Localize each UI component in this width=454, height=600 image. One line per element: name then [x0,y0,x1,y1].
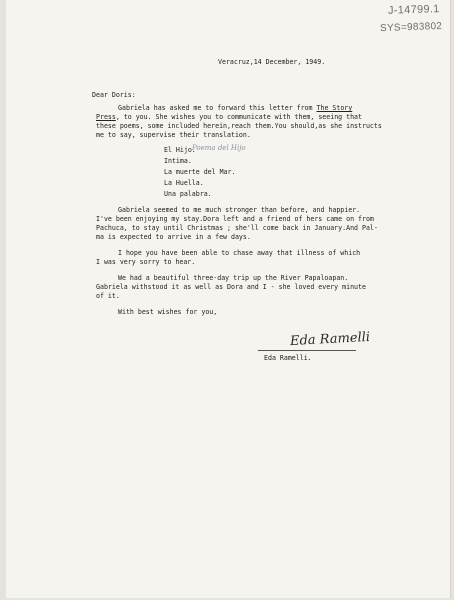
paragraph-1-line-2: Press, to you. She wishes you to communicate with them, seeing that [96,113,362,121]
typed-name: Eda Ramelli. [264,354,312,362]
poem-el-hijo: El Hijo. [164,146,196,154]
paragraph-4-line-3: of it. [96,292,120,300]
story-press-title-part-2: Press [96,113,116,121]
salutation: Dear Doris: [92,91,136,99]
paragraph-2-line-1: Gabriela seemed to me much stronger than before, and happier. [118,206,361,214]
dateline: Veracruz,14 December, 1949. [218,58,326,66]
letter-page [6,0,451,598]
paragraph-2-line-4: ma is expected to arrive in a few days. [96,233,251,241]
poem-la-muerte-del-mar: La muerte del Mar. [164,168,236,176]
signature-line [258,350,356,351]
handwritten-signature: Eda Ramelli [289,329,371,350]
handwritten-poem-note: Poema del Hijo [192,144,246,152]
paragraph-1-line-3: these poems, some included herein,reach them.You should,as she instructs [96,122,382,130]
paragraph-3-line-2: I was very sorry to hear. [96,258,196,266]
paragraph-3-line-1: I hope you have been able to chase away that illness of which [118,249,361,257]
poem-la-huella: La Huella. [164,179,204,187]
paragraph-4-line-2: Gabriela withstood it as well as Dora and I - she loved every minute [96,283,366,291]
closing: With best wishes for you, [118,308,218,316]
paragraph-1-line-1: Gabriela has asked me to forward this letter from The Story [118,104,353,112]
system-id-stamp: SYS=983802 [379,20,443,35]
paragraph-4-line-1: We had a beautiful three-day trip up the River Papaloapan. [118,274,349,282]
story-press-title-part-1: The Story [316,104,353,112]
paragraph-2-line-3: Pachuca, to stay until Christmas ; she'll come back in January.And Pal- [96,224,378,232]
paragraph-1-line-4: me to say, supervise their translation. [96,131,251,139]
paragraph-2-line-2: I've been enjoying my stay.Dora left and a friend of hers came on from [96,215,374,223]
poem-una-palabra: Una palabra. [164,190,212,198]
archive-id-stamp: J-14799.1 [388,3,441,17]
poem-intima: Intima. [164,157,192,165]
